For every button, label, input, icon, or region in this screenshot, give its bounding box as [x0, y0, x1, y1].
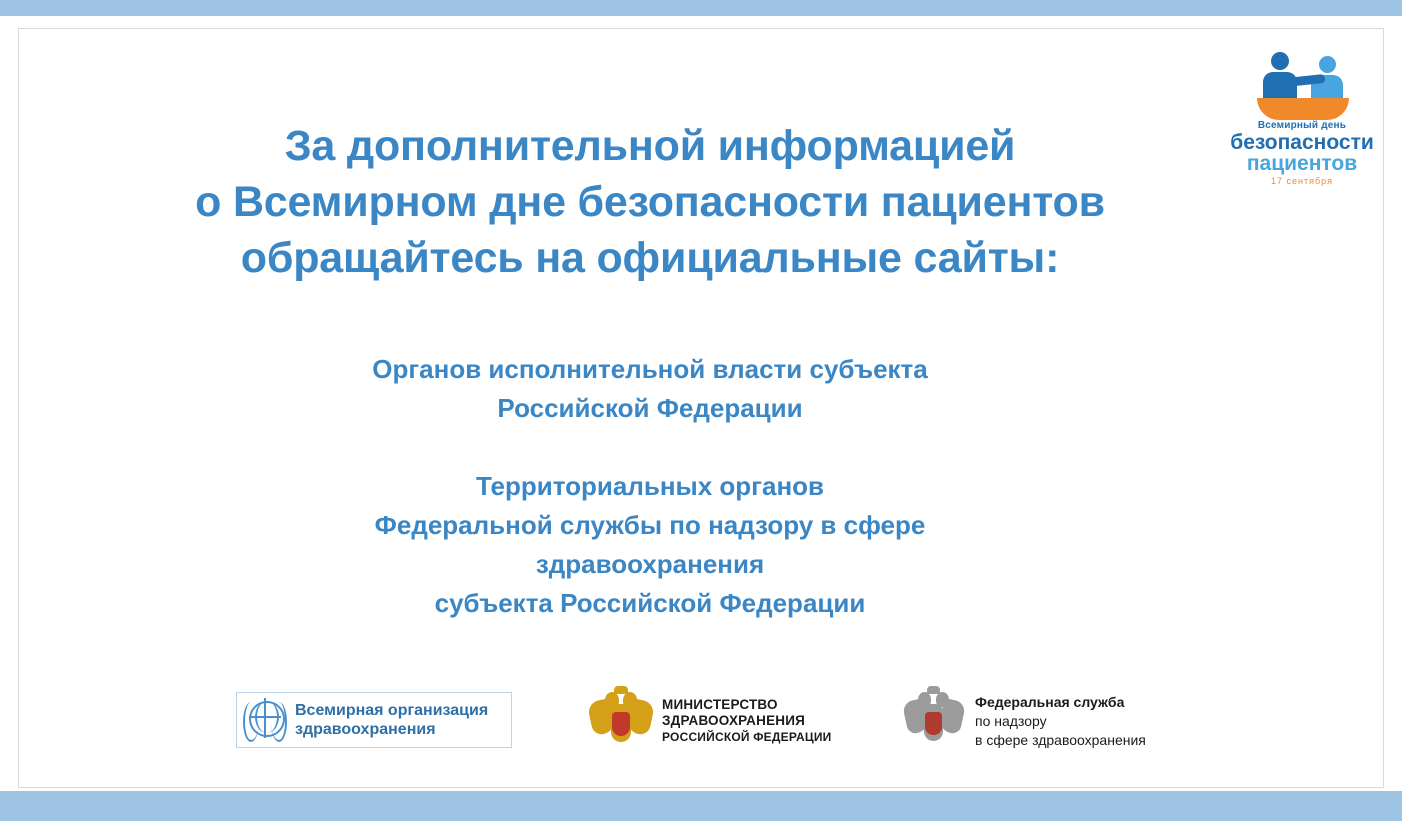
who-logo: [236, 692, 512, 748]
double-headed-eagle-icon: [590, 686, 652, 756]
minzdrav-line-1: МИНИСТЕРСТВО: [662, 697, 778, 712]
body-block-executive-authorities: [60, 350, 1240, 428]
rzn-line-1: Федеральная служба: [975, 693, 1125, 710]
block1-line-1: Органов исполнительной власти субъекта: [372, 354, 928, 384]
minzdrav-line-3: РОССИЙСКОЙ ФЕДЕРАЦИИ: [662, 730, 832, 744]
minzdrav-line-2: ЗДРАВООХРАНЕНИЯ: [662, 713, 806, 728]
body-block-territorial-bodies: [60, 467, 1240, 623]
rzn-line-2: по надзору: [975, 712, 1047, 729]
footer-logo-strip: [0, 672, 1402, 772]
headline-line-3: обращайтесь на официальные сайты:: [240, 234, 1060, 282]
top-band: [0, 0, 1402, 16]
block2-line-3: здравоохранения: [535, 549, 765, 579]
wpsd-line-1: Всемирный день: [1257, 120, 1347, 131]
minzdrav-logo: [590, 682, 890, 760]
wpsd-line-2: безопасности: [1230, 131, 1374, 154]
slide-headline: [60, 118, 1240, 286]
who-emblem-icon: [241, 696, 289, 744]
patient-safety-figures-icon: [1227, 46, 1377, 118]
wpsd-line-3: пациентов: [1246, 152, 1358, 175]
who-line-2: здравоохранения: [295, 721, 436, 738]
block2-line-1: Территориальных органов: [475, 471, 825, 501]
block2-line-2: Федеральной службы по надзору в сфере: [374, 510, 926, 540]
who-line-1: Всемирная организация: [295, 702, 489, 719]
top-band-inner: [0, 16, 1402, 26]
headline-line-2: о Всемирном дне безопасности пациентов: [195, 178, 1105, 226]
block2-line-4: субъекта Российской Федерации: [434, 588, 866, 618]
who-logo-text: [295, 701, 488, 739]
roszdravnadzor-logo: [905, 682, 1235, 760]
headline-line-1: За дополнительной информацией: [284, 122, 1016, 170]
bottom-band: [0, 791, 1402, 821]
block1-line-2: Российской Федерации: [497, 393, 803, 423]
world-patient-safety-day-logo: [1222, 46, 1382, 196]
minzdrav-logo-text: [662, 697, 831, 745]
roszdravnadzor-logo-text: [975, 693, 1146, 750]
rzn-line-3: в сфере здравоохранения: [975, 731, 1146, 748]
roszdravnadzor-eagle-icon: [905, 686, 963, 756]
wpsd-line-4: 17 сентября: [1271, 176, 1333, 186]
